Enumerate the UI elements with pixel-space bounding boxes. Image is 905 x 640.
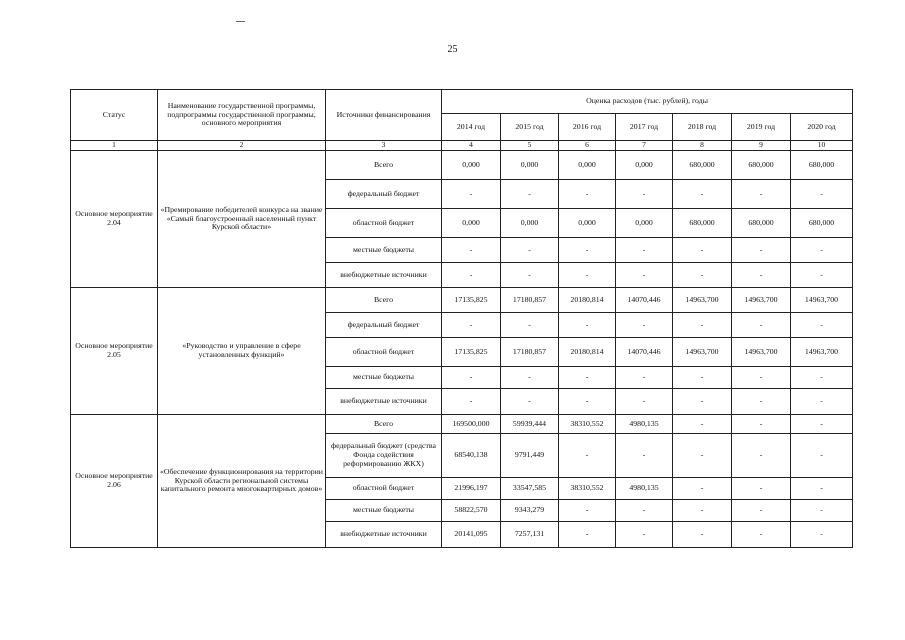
value-cell: - [791,389,853,415]
value-cell: 0,000 [559,151,616,180]
value-cell: 17135,825 [442,288,501,313]
value-cell: 20180,814 [559,288,616,313]
value-cell: 33547,585 [501,478,559,500]
value-cell: - [673,238,732,263]
value-cell: - [501,367,559,389]
value-cell: - [673,478,732,500]
table-row [71,415,853,434]
value-cell: 680,000 [732,209,791,238]
activity-name-cell: «Обеспечение функционирования на территории Курской области региональной системы капитального ремонта многоквартирных домов» [158,415,326,548]
status-cell: Основное мероприятие 2.06 [71,415,158,548]
value-cell: 14963,700 [791,338,853,367]
column-number: 4 [442,141,501,151]
funding-source-cell: внебюджетные источники [326,522,442,548]
value-cell: - [791,238,853,263]
funding-source-cell: внебюджетные источники [326,389,442,415]
header-status: Статус [71,90,158,141]
value-cell: - [559,313,616,338]
value-cell: - [442,238,501,263]
value-cell: - [791,522,853,548]
funding-source-cell: федеральный бюджет [326,313,442,338]
column-number: 5 [501,141,559,151]
value-cell: 7257,131 [501,522,559,548]
value-cell: - [559,434,616,478]
value-cell: - [616,389,673,415]
budget-table [70,89,853,548]
table-row [71,288,853,313]
value-cell: 38310,552 [559,478,616,500]
value-cell: 38310,552 [559,415,616,434]
value-cell: 20180,814 [559,338,616,367]
table-row [71,151,853,180]
value-cell: 14963,700 [732,338,791,367]
value-cell: - [791,500,853,522]
value-cell: 17135,825 [442,338,501,367]
value-cell: 169500,000 [442,415,501,434]
column-number: 1 [71,141,158,151]
column-number: 9 [732,141,791,151]
status-cell: Основное мероприятие 2.04 [71,151,158,288]
value-cell: 17180,857 [501,288,559,313]
value-cell: 0,000 [616,151,673,180]
value-cell: - [442,180,501,209]
value-cell: - [501,313,559,338]
value-cell: - [616,313,673,338]
value-cell: - [501,180,559,209]
funding-source-cell: областной бюджет [326,478,442,500]
column-number: 7 [616,141,673,151]
status-cell: Основное мероприятие 2.05 [71,288,158,415]
value-cell: - [559,180,616,209]
value-cell: - [559,238,616,263]
value-cell: 0,000 [501,151,559,180]
header-year: 2017 год [616,114,673,141]
value-cell: 680,000 [791,151,853,180]
activity-name-cell: «Руководство и управление в сфере установленных функций» [158,288,326,415]
column-number: 2 [158,141,326,151]
value-cell: - [616,238,673,263]
value-cell: - [732,500,791,522]
value-cell: - [616,434,673,478]
value-cell: 17180,857 [501,338,559,367]
value-cell: - [559,367,616,389]
value-cell: 0,000 [501,209,559,238]
value-cell: - [732,238,791,263]
value-cell: - [673,500,732,522]
value-cell: - [442,389,501,415]
value-cell: 21996,197 [442,478,501,500]
value-cell: 0,000 [616,209,673,238]
value-cell: - [442,367,501,389]
funding-source-cell: местные бюджеты [326,367,442,389]
header-name: Наименование государственной программы, подпрограммы государственной программы, основного мероприятия [158,90,326,141]
value-cell: - [616,180,673,209]
value-cell: - [673,522,732,548]
value-cell: 9791,449 [501,434,559,478]
value-cell: 9343,279 [501,500,559,522]
header-year: 2015 год [501,114,559,141]
value-cell: - [791,367,853,389]
value-cell: - [442,313,501,338]
value-cell: 680,000 [673,151,732,180]
value-cell: - [501,238,559,263]
value-cell: 0,000 [559,209,616,238]
value-cell: - [791,434,853,478]
funding-source-cell: федеральный бюджет [326,180,442,209]
value-cell: 14070,446 [616,288,673,313]
value-cell: - [732,522,791,548]
value-cell: - [559,500,616,522]
page-number: 25 [447,44,458,55]
value-cell: - [732,263,791,288]
value-cell: - [732,415,791,434]
header-source: Источники финансирования [326,90,442,141]
value-cell: - [442,263,501,288]
value-cell: 14963,700 [791,288,853,313]
header-year: 2014 год [442,114,501,141]
value-cell: 4980,135 [616,478,673,500]
value-cell: - [791,478,853,500]
column-number: 3 [326,141,442,151]
value-cell: - [732,434,791,478]
header-year: 2016 год [559,114,616,141]
value-cell: 58822,570 [442,500,501,522]
value-cell: - [673,434,732,478]
funding-source-cell: Всего [326,151,442,180]
value-cell: 14963,700 [673,338,732,367]
value-cell: - [673,313,732,338]
column-number: 6 [559,141,616,151]
table-body [71,141,853,548]
funding-source-cell: местные бюджеты [326,238,442,263]
header-estimate: Оценка расходов (тыс. рублей), годы [442,90,853,114]
value-cell: - [501,389,559,415]
activity-name-cell: «Премирование победителей конкурса на звание «Самый благоустроенный населенный пункт Курской области» [158,151,326,288]
value-cell: 0,000 [442,151,501,180]
value-cell: - [616,522,673,548]
value-cell: - [732,367,791,389]
funding-source-cell: местные бюджеты [326,500,442,522]
value-cell: - [791,180,853,209]
header-year: 2018 год [673,114,732,141]
value-cell: - [673,367,732,389]
value-cell: - [559,522,616,548]
funding-source-cell: областной бюджет [326,338,442,367]
value-cell: - [673,180,732,209]
value-cell: - [732,180,791,209]
value-cell: - [673,263,732,288]
funding-source-cell: внебюджетные источники [326,263,442,288]
funding-source-cell: Всего [326,415,442,434]
value-cell: - [616,263,673,288]
header-year: 2020 год [791,114,853,141]
value-cell: 14963,700 [732,288,791,313]
value-cell: 0,000 [442,209,501,238]
value-cell: 59939,444 [501,415,559,434]
value-cell: - [673,389,732,415]
value-cell: - [559,389,616,415]
value-cell: - [732,389,791,415]
value-cell: - [732,313,791,338]
value-cell: - [791,263,853,288]
value-cell: 20141,095 [442,522,501,548]
value-cell: 680,000 [673,209,732,238]
value-cell: - [791,415,853,434]
value-cell: 68540,138 [442,434,501,478]
funding-source-cell: областной бюджет [326,209,442,238]
value-cell: 14070,446 [616,338,673,367]
value-cell: 680,000 [791,209,853,238]
value-cell: - [791,313,853,338]
value-cell: - [559,263,616,288]
column-number-row [71,141,853,151]
value-cell: - [501,263,559,288]
value-cell: 4980,135 [616,415,673,434]
funding-source-cell: Всего [326,288,442,313]
value-cell: - [732,478,791,500]
scan-mark [236,21,245,22]
value-cell: 680,000 [732,151,791,180]
value-cell: - [673,415,732,434]
value-cell: - [616,500,673,522]
column-number: 8 [673,141,732,151]
value-cell: - [616,367,673,389]
funding-source-cell: федеральный бюджет (средства Фонда содействия реформированию ЖКХ) [326,434,442,478]
value-cell: 14963,700 [673,288,732,313]
column-number: 10 [791,141,853,151]
header-year: 2019 год [732,114,791,141]
